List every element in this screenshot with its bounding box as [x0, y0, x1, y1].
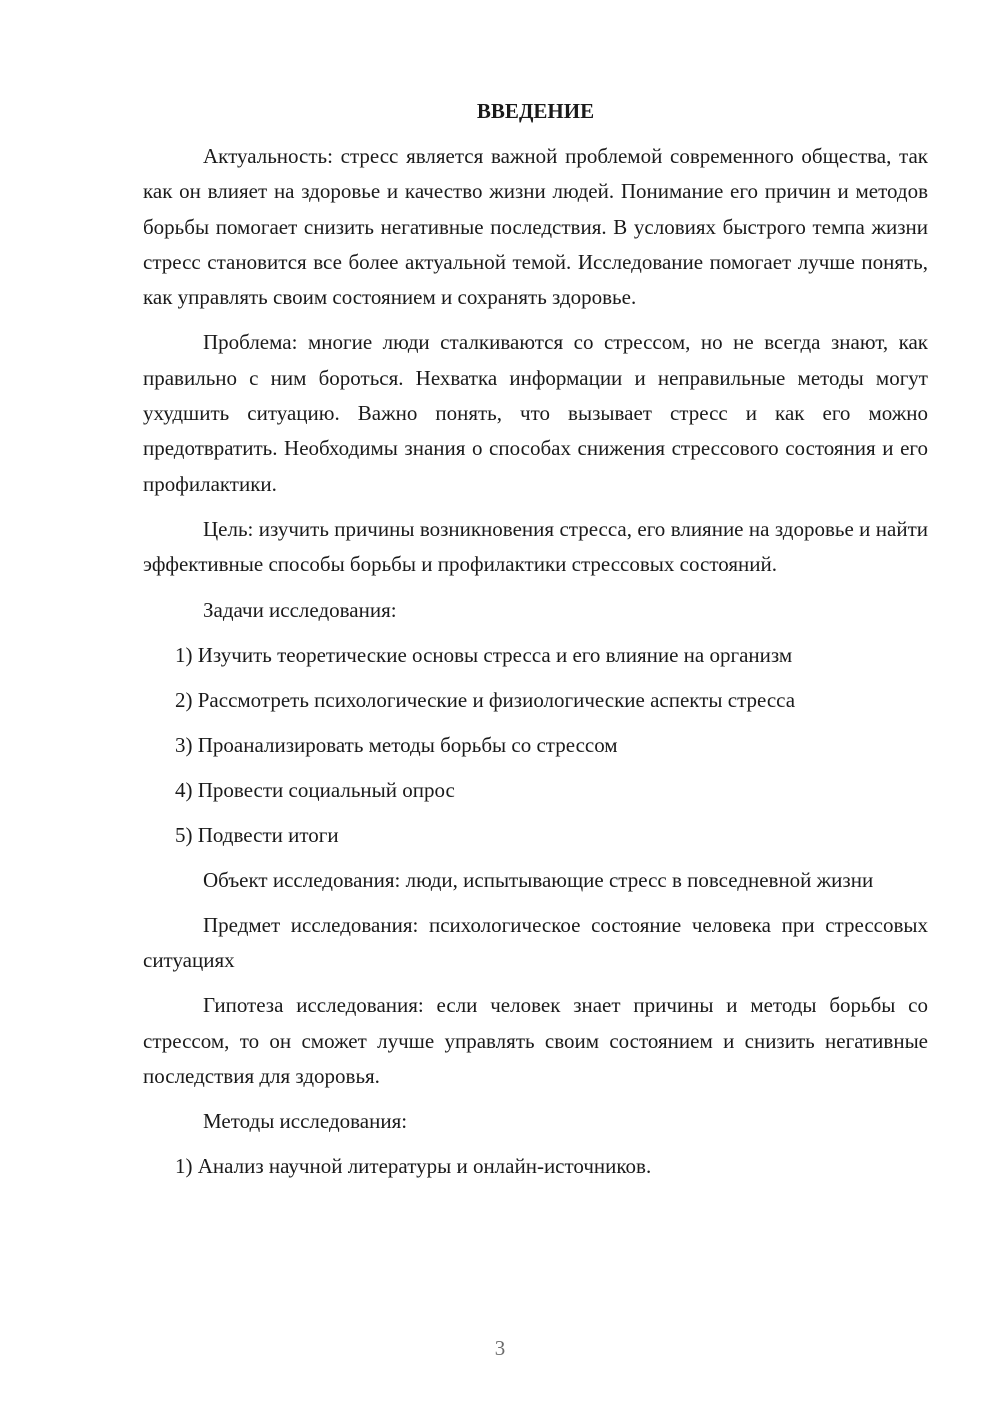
page-content — [143, 94, 928, 1194]
list-item: 3) Проанализировать методы борьбы со стрессом — [175, 732, 618, 757]
tasks-heading: Задачи исследования: — [203, 597, 397, 622]
object-paragraph: Объект исследования: люди, испытывающие стресс в повседневной жизни — [203, 867, 874, 892]
hypothesis-paragraph: Гипотеза исследования: если человек знает причины и методы борьбы со стрессом, то он сможет лучше управлять своим состоянием и снизить негативные последствия для здоровья. — [143, 993, 928, 1089]
problem-paragraph: Проблема: многие люди сталкиваются со стрессом, но не всегда знают, как правильно с ним бороться. Нехватка информации и неправильные методы могут ухудшить ситуацию. Важно понять, что вызывает стресс и как его можно предотвратить. Необходимы знания о способах снижения стрессового состояния и его профилактики. — [143, 330, 928, 496]
goal-paragraph: Цель: изучить причины возникновения стресса, его влияние на здоровье и найти эффективные способы борьбы и профилактики стрессовых состояний. — [143, 516, 928, 577]
list-item: 4) Провести социальный опрос — [175, 777, 455, 802]
page-number: 3 — [494, 1336, 506, 1360]
list-item: 1) Изучить теоретические основы стресса и его влияние на организм — [175, 642, 793, 667]
tasks-list — [143, 638, 928, 853]
list-item: 5) Подвести итоги — [175, 822, 339, 847]
relevance-paragraph: Актуальность: стресс является важной проблемой современного общества, так как он влияет на здоровье и качество жизни людей. Понимание его причин и методов борьбы помогает снизить негативные последствия. В условиях быстрого темпа жизни стресс становится все более актуальной темой. Исследование помогает лучше понять, как управлять своим состоянием и сохранять здоровье. — [143, 144, 928, 310]
subject-paragraph: Предмет исследования: психологическое состояние человека при стрессовых ситуациях — [143, 912, 928, 973]
methods-heading: Методы исследования: — [203, 1109, 408, 1134]
list-item: 2) Рассмотреть психологические и физиологические аспекты стресса — [175, 687, 796, 712]
methods-list — [143, 1149, 928, 1184]
page-title: ВВЕДЕНИЕ — [476, 99, 595, 123]
list-item: 1) Анализ научной литературы и онлайн-источников. — [175, 1154, 652, 1179]
